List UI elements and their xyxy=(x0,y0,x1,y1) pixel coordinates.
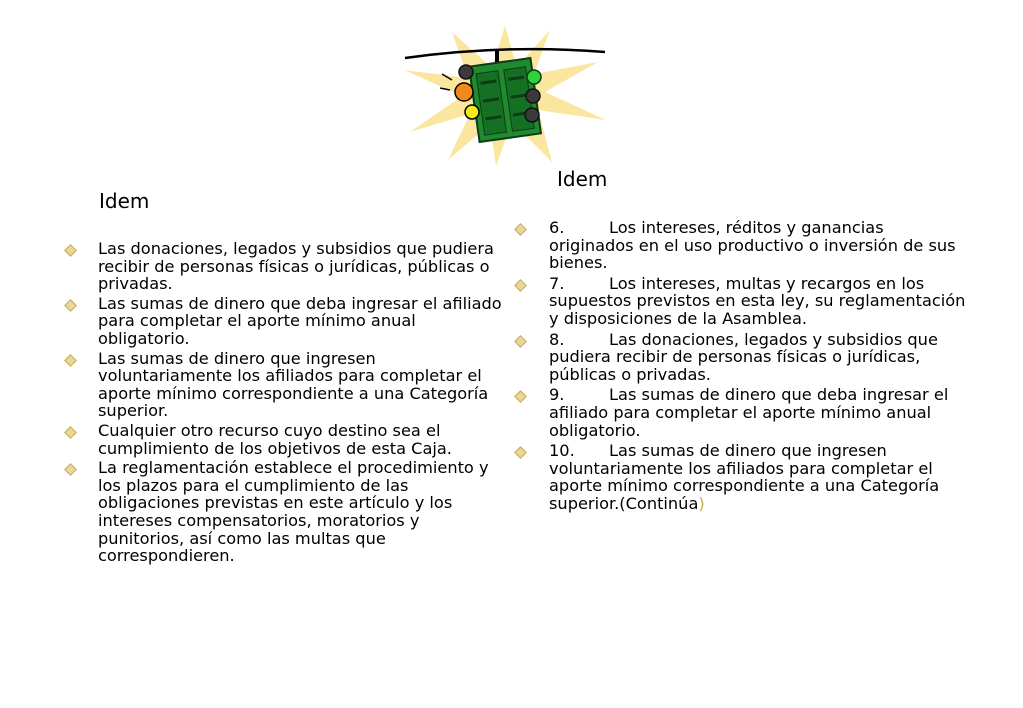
diamond-bullet-icon xyxy=(514,223,527,236)
item-number: 10. xyxy=(549,441,575,461)
diamond-bullet-icon xyxy=(514,446,527,459)
item-text: Los intereses, réditos y ganancias originados en el uso productivo o inversión de sus bienes. xyxy=(549,218,956,273)
list-item xyxy=(512,275,972,328)
diamond-bullet-icon xyxy=(64,244,77,257)
left-heading: Idem xyxy=(99,189,150,213)
item-text: Las sumas de dinero que deba ingresar el afiliado para completar el aporte mínimo anual obligatorio. xyxy=(98,293,502,348)
closing-paren: ) xyxy=(698,493,705,513)
diamond-bullet-icon xyxy=(64,354,77,367)
item-text: Cualquier otro recurso cuyo destino sea el cumplimiento de los objetivos de esta Caja. xyxy=(98,420,452,458)
right-bullet-list xyxy=(512,219,972,516)
right-heading: Idem xyxy=(557,167,608,191)
left-bullet-list xyxy=(62,240,502,567)
item-number: 7. xyxy=(549,273,565,293)
diamond-bullet-icon xyxy=(64,463,77,476)
diamond-bullet-icon xyxy=(64,299,77,312)
list-item xyxy=(512,331,972,384)
list-item xyxy=(62,459,502,565)
diamond-bullet-icon xyxy=(514,279,527,292)
diamond-bullet-icon xyxy=(514,390,527,403)
list-item xyxy=(62,295,502,348)
list-item xyxy=(512,386,972,439)
item-text: La reglamentación establece el procedimiento y los plazos para el cumplimiento de las obligaciones previstas en este artículo y los intereses compensatorios, moratorios y punitorios, así como las multas que correspondieren. xyxy=(98,458,489,566)
item-text: Los intereses, multas y recargos en los supuestos previstos en esta ley, su reglamentación y disposiciones de la Asamblea. xyxy=(549,273,966,328)
item-number: 9. xyxy=(549,385,565,405)
item-text: Las sumas de dinero que ingresen voluntariamente los afiliados para completar el aporte mínimo correspondiente a una Categoría superior. xyxy=(98,348,489,421)
item-text: Las sumas de dinero que ingresen voluntariamente los afiliados para completar el aporte mínimo correspondiente a una Categoría superior.(Continúa xyxy=(549,441,940,513)
item-text: Las sumas de dinero que deba ingresar el afiliado para completar el aporte mínimo anual obligatorio. xyxy=(549,385,949,440)
item-text: Las donaciones, legados y subsidios que pudiera recibir de personas físicas o jurídicas, públicas o privadas. xyxy=(549,329,938,384)
list-item xyxy=(512,442,972,512)
diamond-bullet-icon xyxy=(64,426,77,439)
list-item xyxy=(62,422,502,457)
list-item xyxy=(62,240,502,293)
traffic-light-icon xyxy=(400,22,610,167)
item-number: 8. xyxy=(549,329,565,349)
diamond-bullet-icon xyxy=(514,335,527,348)
item-number: 6. xyxy=(549,218,565,237)
item-text: Las donaciones, legados y subsidios que pudiera recibir de personas físicas o jurídicas, públicas o privadas. xyxy=(98,239,494,294)
list-item xyxy=(62,350,502,420)
list-item xyxy=(512,219,972,272)
